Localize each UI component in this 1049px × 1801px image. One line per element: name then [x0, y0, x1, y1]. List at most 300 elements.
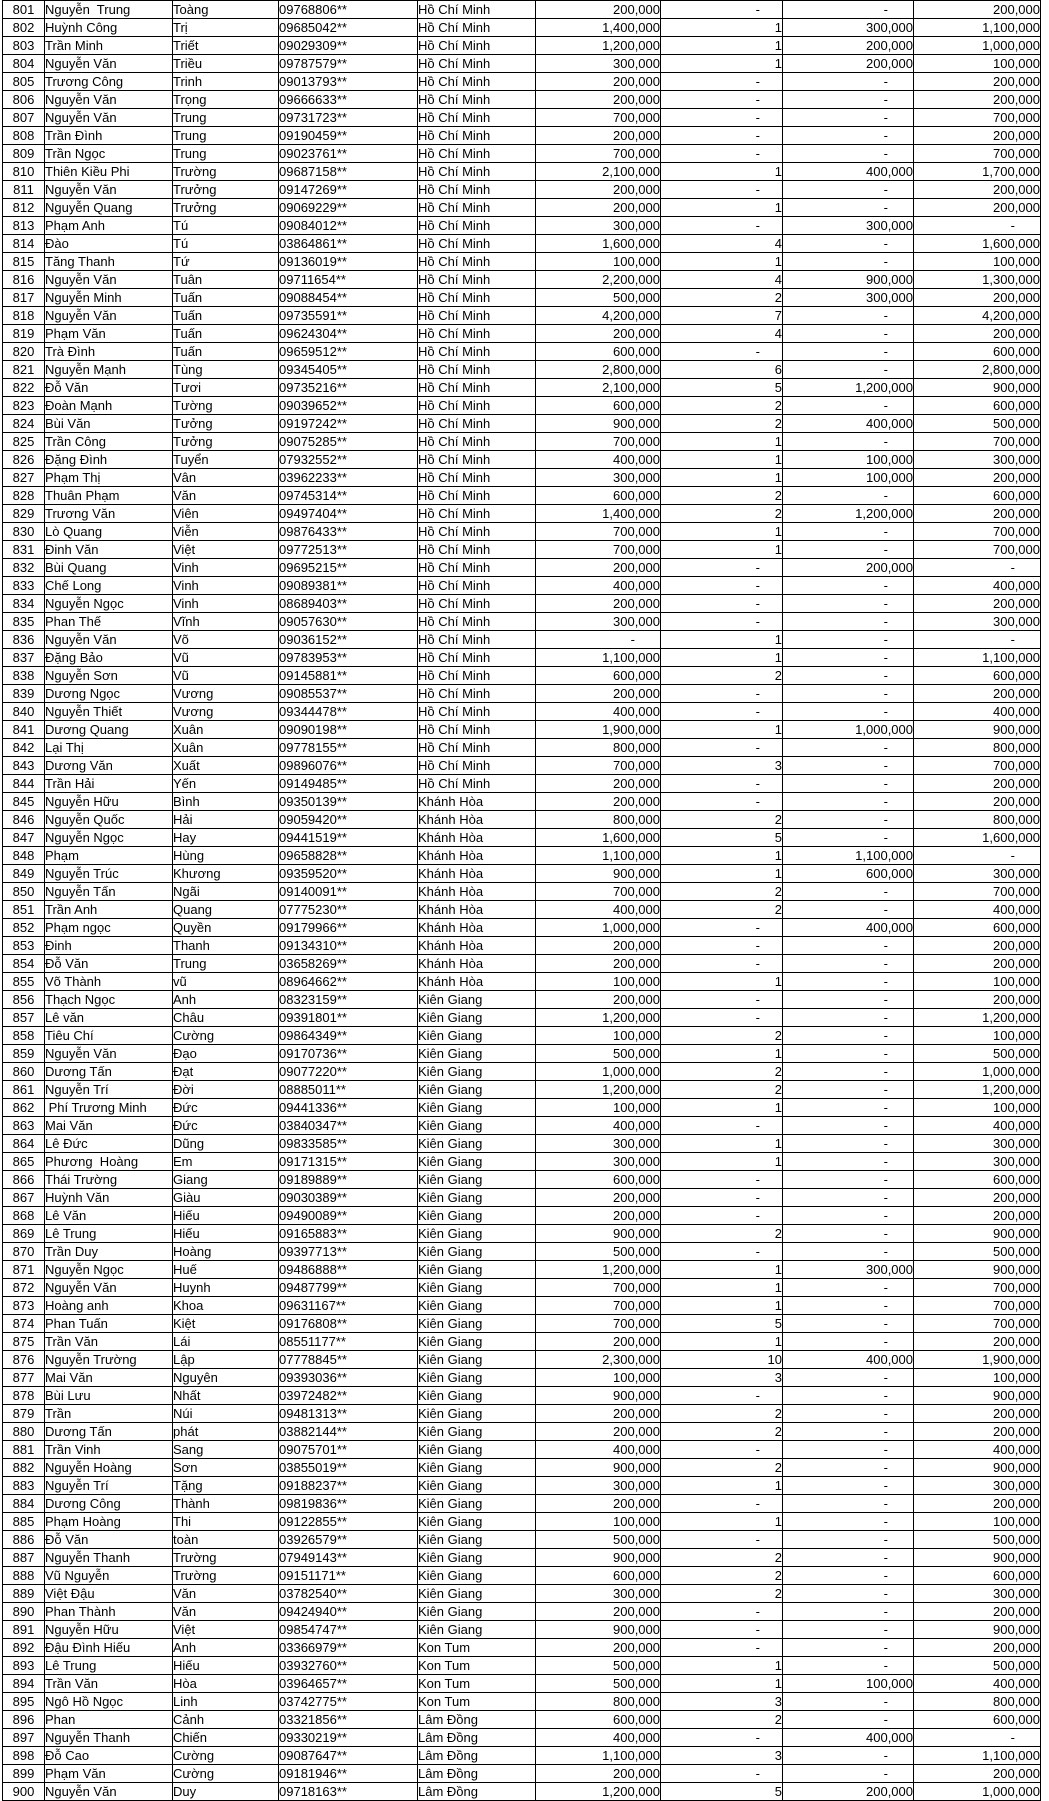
cell-given-name[interactable]: toàn	[173, 1531, 279, 1549]
cell-surname[interactable]: Đỗ Văn	[45, 1531, 173, 1549]
cell-amount-1[interactable]: 200,000	[536, 1207, 661, 1225]
cell-amount-3[interactable]: 1,000,000	[914, 37, 1041, 55]
cell-province[interactable]: Khánh Hòa	[418, 811, 536, 829]
cell-surname[interactable]: Phí Trương Minh	[45, 1099, 173, 1117]
cell-amount-1[interactable]: 700,000	[536, 433, 661, 451]
cell-phone[interactable]: 09134310**	[279, 937, 418, 955]
cell-surname[interactable]: Chế Long	[45, 577, 173, 595]
cell-amount-1[interactable]: -	[536, 631, 661, 649]
cell-surname[interactable]: Đào	[45, 235, 173, 253]
cell-province[interactable]: Kiên Giang	[418, 1261, 536, 1279]
cell-province[interactable]: Kiên Giang	[418, 1531, 536, 1549]
cell-row-number[interactable]: 806	[3, 91, 45, 109]
cell-surname[interactable]: Lê Trung	[45, 1225, 173, 1243]
cell-surname[interactable]: Phan Thế	[45, 613, 173, 631]
cell-amount-2[interactable]: -	[783, 1621, 914, 1639]
cell-amount-1[interactable]: 900,000	[536, 865, 661, 883]
cell-phone[interactable]: 09666633**	[279, 91, 418, 109]
cell-amount-1[interactable]: 800,000	[536, 811, 661, 829]
cell-amount-2[interactable]: -	[783, 1477, 914, 1495]
cell-phone[interactable]: 09658828**	[279, 847, 418, 865]
cell-amount-3[interactable]: 600,000	[914, 397, 1041, 415]
cell-amount-1[interactable]: 200,000	[536, 1189, 661, 1207]
cell-phone[interactable]: 09057630**	[279, 613, 418, 631]
cell-amount-3[interactable]: 1,000,000	[914, 1783, 1041, 1801]
cell-given-name[interactable]: Tuấn	[173, 343, 279, 361]
cell-amount-1[interactable]: 2,200,000	[536, 271, 661, 289]
cell-surname[interactable]: Thái Trường	[45, 1171, 173, 1189]
cell-row-number[interactable]: 900	[3, 1783, 45, 1801]
cell-province[interactable]: Lâm Đồng	[418, 1747, 536, 1765]
cell-count[interactable]: 10	[661, 1351, 783, 1369]
cell-province[interactable]: Hồ Chí Minh	[418, 181, 536, 199]
cell-amount-1[interactable]: 400,000	[536, 1117, 661, 1135]
cell-given-name[interactable]: Vinh	[173, 577, 279, 595]
cell-given-name[interactable]: Đức	[173, 1099, 279, 1117]
cell-row-number[interactable]: 880	[3, 1423, 45, 1441]
cell-phone[interactable]: 09344478**	[279, 703, 418, 721]
cell-province[interactable]: Kiên Giang	[418, 1099, 536, 1117]
cell-surname[interactable]: Nguyễn Văn	[45, 1279, 173, 1297]
cell-amount-2[interactable]: 400,000	[783, 1729, 914, 1747]
cell-phone[interactable]: 08323159**	[279, 991, 418, 1009]
cell-amount-1[interactable]: 1,400,000	[536, 505, 661, 523]
cell-given-name[interactable]: Hoàng	[173, 1243, 279, 1261]
cell-province[interactable]: Kiên Giang	[418, 1081, 536, 1099]
cell-amount-3[interactable]: 300,000	[914, 1153, 1041, 1171]
cell-count[interactable]: 1	[661, 469, 783, 487]
cell-province[interactable]: Kiên Giang	[418, 1153, 536, 1171]
cell-count[interactable]: 1	[661, 1279, 783, 1297]
cell-row-number[interactable]: 805	[3, 73, 45, 91]
cell-amount-1[interactable]: 300,000	[536, 1135, 661, 1153]
cell-amount-2[interactable]: -	[783, 1315, 914, 1333]
cell-phone[interactable]: 09687158**	[279, 163, 418, 181]
cell-surname[interactable]: Đỗ Văn	[45, 955, 173, 973]
cell-amount-2[interactable]: -	[783, 649, 914, 667]
cell-phone[interactable]: 09631167**	[279, 1297, 418, 1315]
cell-amount-1[interactable]: 400,000	[536, 451, 661, 469]
cell-amount-1[interactable]: 300,000	[536, 1153, 661, 1171]
cell-phone[interactable]: 09013793**	[279, 73, 418, 91]
cell-province[interactable]: Hồ Chí Minh	[418, 757, 536, 775]
cell-amount-2[interactable]: -	[783, 829, 914, 847]
cell-given-name[interactable]: Vinh	[173, 559, 279, 577]
cell-phone[interactable]: 03840347**	[279, 1117, 418, 1135]
cell-amount-2[interactable]: -	[783, 1441, 914, 1459]
cell-phone[interactable]: 03855019**	[279, 1459, 418, 1477]
cell-amount-2[interactable]: -	[783, 1459, 914, 1477]
cell-given-name[interactable]: Linh	[173, 1693, 279, 1711]
cell-count[interactable]: 1	[661, 1297, 783, 1315]
cell-amount-1[interactable]: 400,000	[536, 703, 661, 721]
cell-amount-1[interactable]: 500,000	[536, 1657, 661, 1675]
cell-phone[interactable]: 09731723**	[279, 109, 418, 127]
cell-given-name[interactable]: Hải	[173, 811, 279, 829]
cell-phone[interactable]: 09391801**	[279, 1009, 418, 1027]
cell-row-number[interactable]: 847	[3, 829, 45, 847]
cell-surname[interactable]: Dương Quang	[45, 721, 173, 739]
cell-count[interactable]: 1	[661, 199, 783, 217]
cell-amount-2[interactable]: -	[783, 793, 914, 811]
cell-row-number[interactable]: 844	[3, 775, 45, 793]
cell-given-name[interactable]: Giang	[173, 1171, 279, 1189]
cell-province[interactable]: Hồ Chí Minh	[418, 505, 536, 523]
cell-given-name[interactable]: Tường	[173, 397, 279, 415]
cell-amount-1[interactable]: 200,000	[536, 559, 661, 577]
cell-amount-2[interactable]: -	[783, 1099, 914, 1117]
cell-count[interactable]: -	[661, 919, 783, 937]
cell-province[interactable]: Khánh Hòa	[418, 919, 536, 937]
cell-province[interactable]: Kiên Giang	[418, 1621, 536, 1639]
cell-row-number[interactable]: 892	[3, 1639, 45, 1657]
cell-province[interactable]: Hồ Chí Minh	[418, 55, 536, 73]
cell-phone[interactable]: 09165883**	[279, 1225, 418, 1243]
cell-amount-1[interactable]: 100,000	[536, 1513, 661, 1531]
cell-phone[interactable]: 09695215**	[279, 559, 418, 577]
cell-row-number[interactable]: 815	[3, 253, 45, 271]
cell-row-number[interactable]: 893	[3, 1657, 45, 1675]
cell-phone[interactable]: 03782540**	[279, 1585, 418, 1603]
cell-given-name[interactable]: Lập	[173, 1351, 279, 1369]
cell-count[interactable]: -	[661, 145, 783, 163]
cell-row-number[interactable]: 848	[3, 847, 45, 865]
cell-province[interactable]: Hồ Chí Minh	[418, 487, 536, 505]
cell-amount-3[interactable]: 200,000	[914, 991, 1041, 1009]
cell-phone[interactable]: 09030389**	[279, 1189, 418, 1207]
cell-amount-3[interactable]: 200,000	[914, 127, 1041, 145]
cell-province[interactable]: Khánh Hòa	[418, 901, 536, 919]
cell-amount-1[interactable]: 100,000	[536, 973, 661, 991]
cell-amount-3[interactable]: 200,000	[914, 469, 1041, 487]
cell-amount-1[interactable]: 900,000	[536, 1459, 661, 1477]
cell-given-name[interactable]: Châu	[173, 1009, 279, 1027]
cell-amount-3[interactable]: 600,000	[914, 487, 1041, 505]
cell-amount-2[interactable]: -	[783, 757, 914, 775]
cell-amount-2[interactable]: -	[783, 73, 914, 91]
cell-province[interactable]: Kon Tum	[418, 1639, 536, 1657]
cell-given-name[interactable]: Tùng	[173, 361, 279, 379]
cell-surname[interactable]: Vũ Nguyễn	[45, 1567, 173, 1585]
cell-amount-2[interactable]: -	[783, 1207, 914, 1225]
cell-surname[interactable]: Việt Đậu	[45, 1585, 173, 1603]
cell-row-number[interactable]: 846	[3, 811, 45, 829]
cell-amount-3[interactable]: 200,000	[914, 91, 1041, 109]
cell-surname[interactable]: Trần Văn	[45, 1333, 173, 1351]
cell-amount-1[interactable]: 700,000	[536, 109, 661, 127]
cell-amount-2[interactable]: -	[783, 541, 914, 559]
cell-province[interactable]: Khánh Hòa	[418, 847, 536, 865]
cell-amount-3[interactable]: 1,100,000	[914, 649, 1041, 667]
cell-amount-3[interactable]: 1,200,000	[914, 1009, 1041, 1027]
cell-phone[interactable]: 03321856**	[279, 1711, 418, 1729]
cell-amount-3[interactable]: 900,000	[914, 1549, 1041, 1567]
cell-given-name[interactable]: Trị	[173, 19, 279, 37]
cell-surname[interactable]: Nguyễn Văn	[45, 271, 173, 289]
cell-province[interactable]: Kiên Giang	[418, 1495, 536, 1513]
cell-count[interactable]: -	[661, 1729, 783, 1747]
cell-amount-3[interactable]: 200,000	[914, 1333, 1041, 1351]
cell-amount-1[interactable]: 200,000	[536, 1495, 661, 1513]
cell-province[interactable]: Kiên Giang	[418, 1225, 536, 1243]
cell-count[interactable]: 1	[661, 631, 783, 649]
cell-given-name[interactable]: Hiếu	[173, 1207, 279, 1225]
cell-amount-2[interactable]: -	[783, 109, 914, 127]
cell-given-name[interactable]: Trung	[173, 145, 279, 163]
cell-count[interactable]: -	[661, 955, 783, 973]
cell-surname[interactable]: Đỗ Cao	[45, 1747, 173, 1765]
cell-row-number[interactable]: 801	[3, 1, 45, 19]
cell-count[interactable]: -	[661, 937, 783, 955]
cell-surname[interactable]: Trần	[45, 1405, 173, 1423]
cell-given-name[interactable]: Trung	[173, 955, 279, 973]
cell-phone[interactable]: 09487799**	[279, 1279, 418, 1297]
cell-amount-3[interactable]: 600,000	[914, 1711, 1041, 1729]
cell-province[interactable]: Hồ Chí Minh	[418, 271, 536, 289]
cell-row-number[interactable]: 843	[3, 757, 45, 775]
cell-amount-1[interactable]: 200,000	[536, 127, 661, 145]
cell-phone[interactable]: 09876433**	[279, 523, 418, 541]
cell-phone[interactable]: 09441336**	[279, 1099, 418, 1117]
cell-amount-1[interactable]: 1,200,000	[536, 1081, 661, 1099]
cell-phone[interactable]: 09179966**	[279, 919, 418, 937]
cell-surname[interactable]: Dương Tấn	[45, 1423, 173, 1441]
cell-surname[interactable]: Phạm ngọc	[45, 919, 173, 937]
cell-given-name[interactable]: Đời	[173, 1081, 279, 1099]
cell-province[interactable]: Hồ Chí Minh	[418, 307, 536, 325]
cell-amount-1[interactable]: 300,000	[536, 217, 661, 235]
cell-surname[interactable]: Nguyễn Sơn	[45, 667, 173, 685]
cell-given-name[interactable]: Văn	[173, 1585, 279, 1603]
cell-amount-3[interactable]: 300,000	[914, 865, 1041, 883]
cell-amount-3[interactable]: 100,000	[914, 973, 1041, 991]
cell-phone[interactable]: 09783953**	[279, 649, 418, 667]
cell-given-name[interactable]: Yến	[173, 775, 279, 793]
cell-province[interactable]: Hồ Chí Minh	[418, 253, 536, 271]
cell-amount-3[interactable]: 100,000	[914, 1027, 1041, 1045]
cell-amount-3[interactable]: -	[914, 847, 1041, 865]
cell-given-name[interactable]: Huynh	[173, 1279, 279, 1297]
cell-amount-1[interactable]: 900,000	[536, 1549, 661, 1567]
cell-amount-1[interactable]: 2,300,000	[536, 1351, 661, 1369]
cell-surname[interactable]: Nguyễn Quốc	[45, 811, 173, 829]
cell-row-number[interactable]: 896	[3, 1711, 45, 1729]
cell-amount-2[interactable]: -	[783, 397, 914, 415]
cell-amount-2[interactable]: -	[783, 1189, 914, 1207]
cell-amount-1[interactable]: 200,000	[536, 937, 661, 955]
cell-amount-2[interactable]: -	[783, 1117, 914, 1135]
cell-amount-3[interactable]: 200,000	[914, 595, 1041, 613]
cell-given-name[interactable]: Võ	[173, 631, 279, 649]
cell-given-name[interactable]: Em	[173, 1153, 279, 1171]
cell-amount-3[interactable]: 200,000	[914, 1495, 1041, 1513]
cell-phone[interactable]: 09084012**	[279, 217, 418, 235]
cell-phone[interactable]: 09778155**	[279, 739, 418, 757]
cell-province[interactable]: Hồ Chí Minh	[418, 613, 536, 631]
cell-given-name[interactable]: Tưởng	[173, 433, 279, 451]
cell-amount-3[interactable]: 1,100,000	[914, 19, 1041, 37]
cell-surname[interactable]: Huỳnh Công	[45, 19, 173, 37]
cell-amount-3[interactable]: 900,000	[914, 1387, 1041, 1405]
cell-amount-1[interactable]: 900,000	[536, 1621, 661, 1639]
cell-surname[interactable]: Tăng Thanh	[45, 253, 173, 271]
cell-amount-2[interactable]: -	[783, 973, 914, 991]
cell-surname[interactable]: Đỗ Văn	[45, 379, 173, 397]
cell-amount-2[interactable]: 100,000	[783, 469, 914, 487]
cell-phone[interactable]: 09039652**	[279, 397, 418, 415]
cell-row-number[interactable]: 812	[3, 199, 45, 217]
cell-surname[interactable]: Nguyễn Hoàng	[45, 1459, 173, 1477]
cell-province[interactable]: Lâm Đồng	[418, 1711, 536, 1729]
cell-surname[interactable]: Phạm Văn	[45, 325, 173, 343]
cell-province[interactable]: Khánh Hòa	[418, 937, 536, 955]
cell-surname[interactable]: Nguyễn Minh	[45, 289, 173, 307]
cell-count[interactable]: 1	[661, 37, 783, 55]
cell-count[interactable]: -	[661, 703, 783, 721]
cell-amount-2[interactable]: 200,000	[783, 559, 914, 577]
cell-province[interactable]: Kiên Giang	[418, 1441, 536, 1459]
cell-province[interactable]: Hồ Chí Minh	[418, 37, 536, 55]
cell-count[interactable]: 2	[661, 1027, 783, 1045]
cell-count[interactable]: 2	[661, 1225, 783, 1243]
cell-province[interactable]: Kiên Giang	[418, 1423, 536, 1441]
cell-given-name[interactable]: Lái	[173, 1333, 279, 1351]
cell-amount-1[interactable]: 1,900,000	[536, 721, 661, 739]
cell-amount-3[interactable]: 700,000	[914, 757, 1041, 775]
cell-province[interactable]: Hồ Chí Minh	[418, 721, 536, 739]
cell-province[interactable]: Kon Tum	[418, 1657, 536, 1675]
cell-count[interactable]: -	[661, 1207, 783, 1225]
cell-amount-1[interactable]: 700,000	[536, 1279, 661, 1297]
cell-count[interactable]: 1	[661, 1675, 783, 1693]
cell-phone[interactable]: 09486888**	[279, 1261, 418, 1279]
cell-surname[interactable]: Phạm Hoàng	[45, 1513, 173, 1531]
cell-amount-3[interactable]: 500,000	[914, 1243, 1041, 1261]
cell-amount-1[interactable]: 400,000	[536, 1441, 661, 1459]
cell-given-name[interactable]: Trưởng	[173, 199, 279, 217]
cell-surname[interactable]: Mai Văn	[45, 1117, 173, 1135]
cell-given-name[interactable]: Tứ	[173, 253, 279, 271]
cell-phone[interactable]: 03882144**	[279, 1423, 418, 1441]
cell-given-name[interactable]: vũ	[173, 973, 279, 991]
cell-surname[interactable]: Phan	[45, 1711, 173, 1729]
cell-amount-2[interactable]: -	[783, 991, 914, 1009]
cell-row-number[interactable]: 871	[3, 1261, 45, 1279]
cell-phone[interactable]: 09685042**	[279, 19, 418, 37]
cell-row-number[interactable]: 814	[3, 235, 45, 253]
cell-count[interactable]: -	[661, 1495, 783, 1513]
cell-amount-3[interactable]: 200,000	[914, 955, 1041, 973]
cell-amount-1[interactable]: 700,000	[536, 883, 661, 901]
cell-phone[interactable]: 09023761**	[279, 145, 418, 163]
cell-phone[interactable]: 09029309**	[279, 37, 418, 55]
cell-given-name[interactable]: Triết	[173, 37, 279, 55]
cell-count[interactable]: 4	[661, 325, 783, 343]
cell-province[interactable]: Kiên Giang	[418, 1135, 536, 1153]
cell-count[interactable]: 3	[661, 1747, 783, 1765]
cell-row-number[interactable]: 865	[3, 1153, 45, 1171]
cell-amount-1[interactable]: 1,100,000	[536, 1747, 661, 1765]
cell-count[interactable]: -	[661, 1387, 783, 1405]
cell-count[interactable]: -	[661, 1603, 783, 1621]
cell-given-name[interactable]: Hùng	[173, 847, 279, 865]
cell-surname[interactable]: Mai Văn	[45, 1369, 173, 1387]
cell-surname[interactable]: Nguyễn Văn	[45, 109, 173, 127]
cell-count[interactable]: 1	[661, 1657, 783, 1675]
cell-phone[interactable]: 09330219**	[279, 1729, 418, 1747]
cell-amount-1[interactable]: 700,000	[536, 541, 661, 559]
cell-province[interactable]: Kiên Giang	[418, 1567, 536, 1585]
cell-amount-3[interactable]: 100,000	[914, 55, 1041, 73]
cell-amount-1[interactable]: 600,000	[536, 397, 661, 415]
cell-amount-1[interactable]: 800,000	[536, 1693, 661, 1711]
cell-amount-1[interactable]: 200,000	[536, 955, 661, 973]
cell-province[interactable]: Kiên Giang	[418, 991, 536, 1009]
cell-amount-1[interactable]: 300,000	[536, 55, 661, 73]
cell-amount-2[interactable]: 1,200,000	[783, 379, 914, 397]
cell-amount-1[interactable]: 500,000	[536, 1243, 661, 1261]
cell-amount-2[interactable]: -	[783, 1279, 914, 1297]
cell-phone[interactable]: 03964657**	[279, 1675, 418, 1693]
cell-amount-2[interactable]: -	[783, 1639, 914, 1657]
cell-phone[interactable]: 09090198**	[279, 721, 418, 739]
cell-amount-3[interactable]: 700,000	[914, 883, 1041, 901]
cell-given-name[interactable]: Tuấn	[173, 289, 279, 307]
cell-amount-1[interactable]: 200,000	[536, 793, 661, 811]
cell-province[interactable]: Hồ Chí Minh	[418, 127, 536, 145]
cell-count[interactable]: 1	[661, 1261, 783, 1279]
cell-given-name[interactable]: Kiệt	[173, 1315, 279, 1333]
cell-amount-2[interactable]: -	[783, 1567, 914, 1585]
cell-given-name[interactable]: Đạo	[173, 1045, 279, 1063]
cell-count[interactable]: -	[661, 1189, 783, 1207]
cell-amount-2[interactable]: -	[783, 1747, 914, 1765]
cell-count[interactable]: 4	[661, 235, 783, 253]
cell-amount-1[interactable]: 300,000	[536, 1585, 661, 1603]
cell-amount-1[interactable]: 200,000	[536, 1603, 661, 1621]
cell-row-number[interactable]: 886	[3, 1531, 45, 1549]
cell-amount-3[interactable]: 200,000	[914, 1, 1041, 19]
cell-amount-2[interactable]: -	[783, 667, 914, 685]
cell-count[interactable]: 2	[661, 1063, 783, 1081]
cell-phone[interactable]: 09122855**	[279, 1513, 418, 1531]
cell-amount-3[interactable]: 400,000	[914, 577, 1041, 595]
cell-phone[interactable]: 03366979**	[279, 1639, 418, 1657]
cell-row-number[interactable]: 861	[3, 1081, 45, 1099]
cell-count[interactable]: 4	[661, 271, 783, 289]
cell-given-name[interactable]: Hiếu	[173, 1225, 279, 1243]
cell-row-number[interactable]: 884	[3, 1495, 45, 1513]
cell-amount-1[interactable]: 1,200,000	[536, 1261, 661, 1279]
cell-count[interactable]: 1	[661, 541, 783, 559]
cell-given-name[interactable]: Việt	[173, 541, 279, 559]
cell-amount-3[interactable]: 200,000	[914, 1207, 1041, 1225]
cell-amount-3[interactable]: 900,000	[914, 721, 1041, 739]
cell-given-name[interactable]: Xuân	[173, 739, 279, 757]
cell-surname[interactable]: Phan Tuấn	[45, 1315, 173, 1333]
cell-amount-1[interactable]: 200,000	[536, 325, 661, 343]
cell-amount-3[interactable]: 900,000	[914, 1621, 1041, 1639]
cell-row-number[interactable]: 877	[3, 1369, 45, 1387]
cell-phone[interactable]: 08689403**	[279, 595, 418, 613]
cell-phone[interactable]: 09087647**	[279, 1747, 418, 1765]
cell-province[interactable]: Hồ Chí Minh	[418, 397, 536, 415]
cell-given-name[interactable]: Khoa	[173, 1297, 279, 1315]
cell-count[interactable]: 2	[661, 811, 783, 829]
cell-surname[interactable]: Trần Anh	[45, 901, 173, 919]
cell-count[interactable]: -	[661, 1117, 783, 1135]
cell-surname[interactable]: Trương Văn	[45, 505, 173, 523]
